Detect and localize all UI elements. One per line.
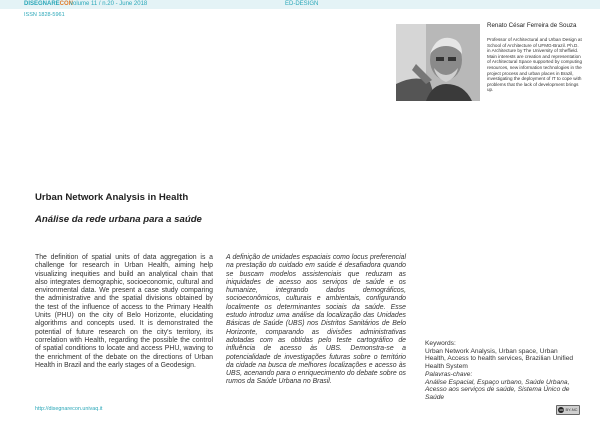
keywords-en: Urban Network Analysis, Urban space, Urban Health, Access to health services, Brazilian Unified Health System bbox=[425, 347, 574, 371]
brand-part2: CON bbox=[59, 1, 74, 7]
article-title-pt: Análise da rede urbana para a saúde bbox=[35, 214, 202, 225]
brand-part1: DISEGNARE bbox=[24, 1, 60, 7]
section-label: ED-DESIGN bbox=[285, 1, 319, 7]
keywords-pt-label: Palavras-chave: bbox=[425, 370, 473, 378]
keywords-block bbox=[425, 340, 575, 402]
author-photo bbox=[396, 24, 480, 101]
keywords-label: Keywords: bbox=[425, 340, 456, 347]
license-badge[interactable] bbox=[556, 405, 580, 415]
issn: ISSN 1828-5961 bbox=[24, 12, 65, 18]
author-portrait-icon bbox=[396, 24, 480, 101]
abstract-pt: A definição de unidades espaciais como locus preferencial na prestação do cuidado em saúde é desafiadora quando se buscam modelos assistenciais que reduzam as iniquidades de acesso aos serviços de saúde e os humanize, integrando dados demográficos, socioeconômicos, culturais e ambientais, configurando localmente os determinantes sociais da saúde. Esse estudo introduz uma análise da localização das Unidades Básicas de Saúde (UBS) nos Distritos Sanitários de Belo Horizonte, comparando as divisões administrativas adotadas com as obtidas pelo teste cartográfico de influência de acesso às UBS. Demonstra-se a potencialidade de investigações futuras sobre o território da cidade na busca de melhores localizações e acesso às UBS, acenando para o enriquecimento do debate sobre os rumos da Saúde Urbana no Brasil. bbox=[226, 254, 406, 386]
abstract-en: The definition of spatial units of data aggregation is a challenge for research in Urban Health, aiming help visualizing inequities and build an analytical chain that also integrates demographic, socioeconomic, cultural and environmental data. We present a case study comparing the administrative and the spatial divisions obtained by the test of the influence of access to the Primary Health Units (PHU) on the city of Belo Horizonte, elucidating algorithms and concepts used. It is demonstrated the potential of future research on the city's territory, its correlation with Health, regarding the possible the control of spatial conditions to locate and access PHU, waving to the enrichment of the debate on the directions of Urban Health in Brazil and the early stages of a Geodesign. bbox=[35, 254, 213, 369]
journal-brand bbox=[24, 1, 73, 8]
creative-commons-icon: cc bbox=[559, 406, 564, 412]
journal-url-link[interactable]: http://disegnarecon.univaq.it bbox=[35, 406, 103, 412]
author-name: Renato César Ferreira de Souza bbox=[487, 22, 577, 29]
keywords-pt: Análise Espacial, Espaço urbano, Saúde Urbana, Acesso aos serviços de saúde, Sistema Único de Saúde bbox=[425, 378, 570, 401]
license-label: BY-NC bbox=[565, 407, 578, 412]
volume-info: volume 11 / n.20 - June 2018 bbox=[70, 1, 148, 7]
article-title-en: Urban Network Analysis in Health bbox=[35, 192, 189, 203]
author-bio: Professor of Architectural and Urban Design at School of Architecture of UFMG-Brazil. Ph.D. in Architecture by The University of Sheffield. Main interests are creation and representation of Architectural Space supported by computing resources, new information technologies in the project process and urban places in Brazil, investigating the deployment of IT to cope with problems that the lack of development brings up. bbox=[487, 37, 582, 93]
